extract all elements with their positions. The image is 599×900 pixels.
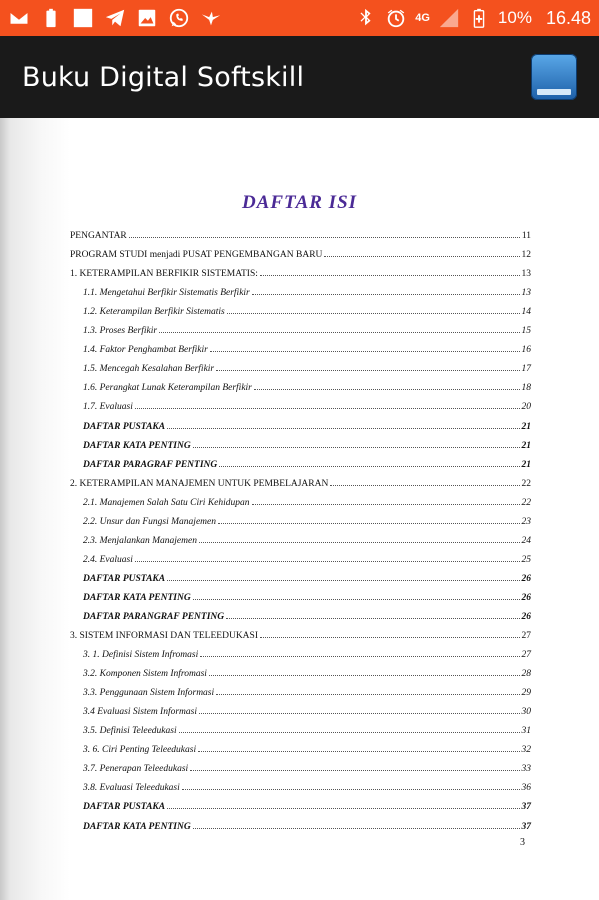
toc-leader-dots (216, 694, 519, 695)
toc-leader-dots (324, 256, 519, 257)
toc-leader-dots (226, 618, 519, 619)
bird-icon (200, 7, 222, 29)
toc-entry-title: DAFTAR KATA PENTING (83, 440, 191, 451)
toc-leader-dots (167, 580, 519, 581)
toc-entry[interactable] (70, 565, 531, 584)
toc-entry-title: 2.4. Evaluasi (83, 554, 133, 565)
battery-saver-icon (40, 7, 62, 29)
toc-entry[interactable] (70, 241, 531, 260)
battery-percent: 10% (497, 8, 532, 27)
toc-leader-dots (135, 408, 520, 409)
toc-entry-title: 1.4. Faktor Penghambat Berfikir (83, 345, 208, 356)
toc-entry-title: DAFTAR PUSTAKA (83, 573, 166, 584)
toc-entry-title: 2.1. Manajemen Salah Satu Ciri Kehidupan (83, 497, 250, 508)
toc-leader-dots (167, 808, 519, 809)
toc-entry[interactable] (70, 260, 531, 279)
toc-entry-page: 11 (521, 231, 531, 242)
toc-leader-dots (159, 332, 519, 333)
toc-entry-page: 17 (521, 364, 531, 375)
toc-entry-title: 1.6. Perangkat Lunak Keterampilan Berfikir (83, 383, 252, 394)
alarm-icon (385, 7, 407, 29)
toc-entry[interactable] (70, 298, 531, 317)
toc-entry[interactable] (70, 355, 531, 374)
toc-entry[interactable] (70, 717, 531, 736)
toc-entry-page: 32 (521, 745, 531, 756)
toc-leader-dots (179, 732, 520, 733)
toc-entry-title: 3.4 Evaluasi Sistem Informasi (83, 707, 197, 718)
toc-entry-title: DAFTAR KATA PENTING (83, 592, 191, 603)
toc-leader-dots (190, 770, 519, 771)
toc-entry[interactable] (70, 584, 531, 603)
toc-entry-page: 21 (521, 440, 531, 451)
toc-entry[interactable] (70, 622, 531, 641)
toc-entry[interactable] (70, 279, 531, 298)
status-bar (0, 0, 599, 36)
toc-entry-title: DAFTAR PUSTAKA (83, 421, 166, 432)
toc-entry[interactable] (70, 412, 531, 431)
toc-entry-page: 31 (521, 726, 531, 737)
toc-entry-title: 1. KETERAMPILAN BERFIKIR SISTEMATIS: (70, 269, 258, 280)
toc-entry-title: 3.3. Penggunaan Sistem Informasi (83, 688, 215, 699)
toc-heading: DAFTAR ISI (241, 192, 358, 213)
toc-leader-dots (199, 713, 520, 714)
toc-entry-page: 20 (521, 402, 531, 413)
toc-entry[interactable] (70, 698, 531, 717)
toc-leader-dots (209, 675, 520, 676)
toc-leader-dots (193, 828, 520, 829)
toc-leader-dots (193, 599, 520, 600)
page-number: 3 (520, 837, 525, 848)
toc-entry-title: 1.7. Evaluasi (83, 402, 133, 413)
toc-entry[interactable] (70, 793, 531, 812)
toc-entry[interactable] (70, 374, 531, 393)
app-bar (0, 36, 599, 118)
system-indicators (355, 7, 591, 29)
toc-leader-dots (260, 275, 520, 276)
toc-entry-page: 16 (521, 345, 531, 356)
toc-entry-title: DAFTAR PUSTAKA (83, 802, 166, 813)
toc-entry-page: 25 (521, 554, 531, 565)
toc-leader-dots (182, 789, 520, 790)
toc-leader-dots (200, 656, 519, 657)
toc-entry[interactable] (70, 660, 531, 679)
toc-entry-page: 13 (521, 288, 531, 299)
toc-entry[interactable] (70, 470, 531, 489)
toc-entry-page: 37 (521, 821, 531, 832)
toc-entry-page: 37 (521, 802, 531, 813)
toc-entry-page: 18 (521, 383, 531, 394)
toc-entry-page: 22 (521, 478, 531, 489)
toc-entry-page: 22 (521, 497, 531, 508)
toc-leader-dots (210, 351, 520, 352)
toc-entry-title: 2. KETERAMPILAN MANAJEMEN UNTUK PEMBELAJARAN (70, 478, 329, 489)
toc-entry[interactable] (70, 432, 531, 451)
gallery-icon (136, 7, 158, 29)
toc-leader-dots (129, 237, 520, 238)
toc-entry[interactable] (70, 812, 531, 831)
toc-entry-title: 3.8. Evaluasi Teleedukasi (83, 783, 180, 794)
toc-leader-dots (216, 370, 519, 371)
toc-leader-dots (218, 523, 520, 524)
toc-entry-page: 24 (521, 535, 531, 546)
toc-entry-title: 3. 6. Ciri Penting Teleedukasi (83, 745, 197, 756)
toc-entry-title: PENGANTAR (70, 231, 127, 242)
toc-entry-title: 1.2. Keterampilan Berfikir Sistematis (83, 307, 225, 318)
toc-entry-page: 13 (521, 269, 531, 280)
toc-entry-page: 30 (521, 707, 531, 718)
toc-entry-page: 21 (521, 459, 531, 470)
toc-entry[interactable] (70, 774, 531, 793)
signal-icon (438, 7, 460, 29)
clock: 16.48 (545, 7, 591, 28)
toc-entry[interactable] (70, 641, 531, 660)
toc-leader-dots (167, 428, 519, 429)
toc-entry-page: 26 (521, 611, 531, 622)
toc-entry[interactable] (70, 489, 531, 508)
network-type: 4G (415, 12, 430, 24)
toc-entry-title: 3.5. Definisi Teleedukasi (83, 726, 177, 737)
toc-entry[interactable] (70, 679, 531, 698)
toc-leader-dots (227, 313, 520, 314)
toc-list (70, 222, 531, 832)
toc-leader-dots (135, 561, 520, 562)
toc-entry[interactable] (70, 336, 531, 355)
blank-app-icon (72, 7, 94, 29)
toc-entry-page: 28 (521, 669, 531, 680)
toc-leader-dots (260, 637, 520, 638)
toc-leader-dots (199, 542, 520, 543)
toc-entry-title: 2.3. Menjalankan Manajemen (83, 535, 197, 546)
toc-entry-title: DAFTAR PARANGRAF PENTING (83, 611, 225, 622)
toc-entry-page: 36 (521, 783, 531, 794)
telegram-icon (104, 7, 126, 29)
toc-entry[interactable] (70, 317, 531, 336)
toc-entry-title: 3.7. Penerapan Teleedukasi (83, 764, 189, 775)
toc-entry-title: 2.2. Unsur dan Fungsi Manajemen (83, 516, 216, 527)
document-page[interactable] (0, 118, 599, 900)
battery-icon (468, 7, 490, 29)
toc-entry[interactable] (70, 603, 531, 622)
toc-entry-page: 12 (521, 250, 531, 261)
toc-entry-page: 29 (521, 688, 531, 699)
app-title: Buku Digital Softskill (22, 61, 305, 93)
toc-leader-dots (198, 751, 519, 752)
toc-leader-dots (252, 504, 520, 505)
toc-entry[interactable] (70, 546, 531, 565)
toc-entry-title: 1.1. Mengetahui Berfikir Sistematis Berfikir (83, 288, 250, 299)
toc-entry-title: 1.5. Mencegah Kesalahan Berfikir (83, 364, 215, 375)
toc-entry-page: 27 (521, 650, 531, 661)
toc-entry-title: 3. SISTEM INFORMASI DAN TELEEDUKASI (70, 631, 258, 642)
toc-entry-page: 15 (521, 326, 531, 337)
toc-entry-title: 1.3. Proses Berfikir (83, 326, 158, 337)
toc-entry-page: 26 (521, 573, 531, 584)
toc-leader-dots (219, 466, 519, 467)
toc-entry[interactable] (70, 393, 531, 412)
toc-entry-title: DAFTAR PARAGRAF PENTING (83, 459, 218, 470)
toc-entry[interactable] (70, 736, 531, 755)
bluetooth-icon (355, 7, 377, 29)
toc-entry-title: DAFTAR KATA PENTING (83, 821, 191, 832)
toc-entry-page: 26 (521, 592, 531, 603)
toc-entry-page: 14 (521, 307, 531, 318)
toc-entry[interactable] (70, 222, 531, 241)
mail-icon (8, 7, 30, 29)
toc-leader-dots (252, 294, 520, 295)
toc-entry[interactable] (70, 527, 531, 546)
toc-entry-page: 21 (521, 421, 531, 432)
toc-entry-title: 3. 1. Definisi Sistem Infromasi (83, 650, 199, 661)
toc-entry-page: 23 (521, 516, 531, 527)
toc-entry[interactable] (70, 451, 531, 470)
toc-leader-dots (193, 447, 520, 448)
toc-leader-dots (254, 389, 520, 390)
whatsapp-icon (168, 7, 190, 29)
toc-entry[interactable] (70, 508, 531, 527)
toc-entry[interactable] (70, 755, 531, 774)
toc-entry-title: 3.2. Komponen Sistem Infromasi (83, 669, 207, 680)
notification-icons (8, 7, 222, 29)
toc-entry-page: 27 (521, 631, 531, 642)
toc-entry-page: 33 (521, 764, 531, 775)
toc-entry-title: PROGRAM STUDI menjadi PUSAT PENGEMBANGAN BARU (70, 250, 323, 261)
book-icon[interactable] (531, 54, 577, 100)
toc-leader-dots (330, 485, 519, 486)
